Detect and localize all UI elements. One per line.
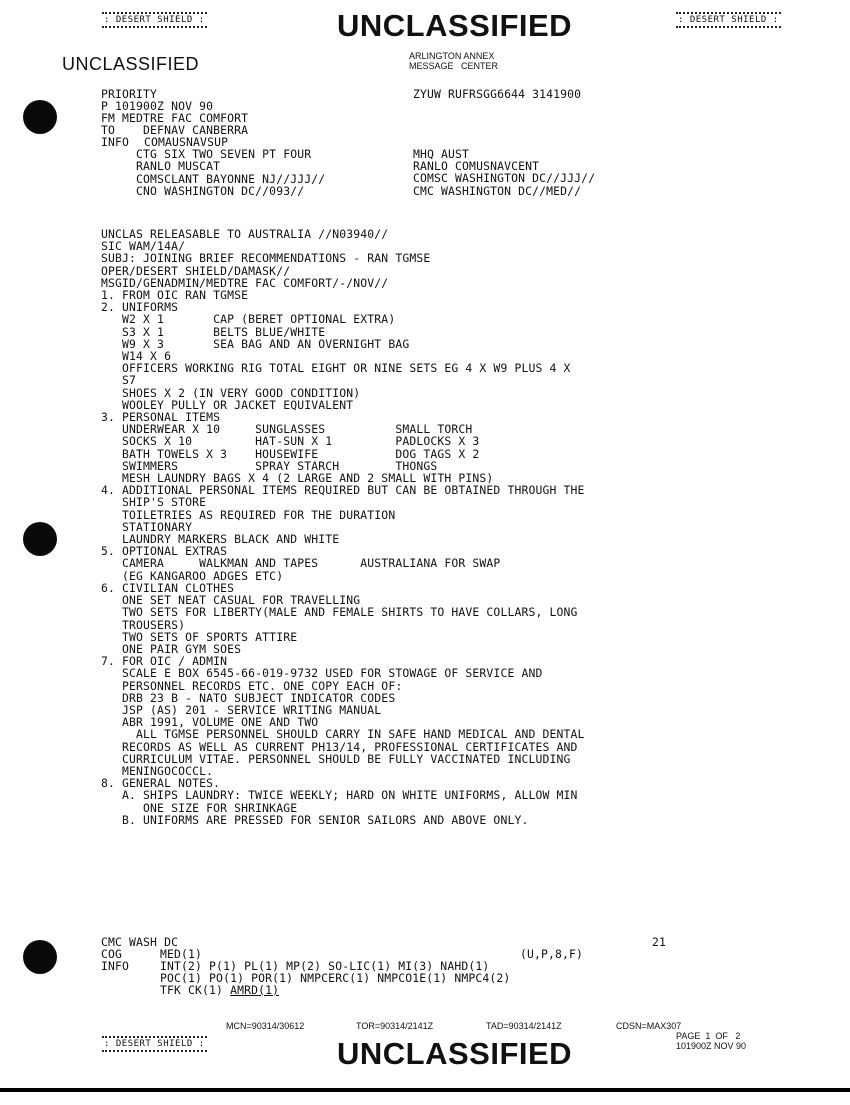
footer-page-dtg: 101900Z NOV 90: [676, 1041, 747, 1051]
body-line: 8. GENERAL NOTES.: [101, 776, 221, 791]
body-line: 6. CIVILIAN CLOTHES: [101, 580, 235, 595]
body-line: 5. OPTIONAL EXTRAS: [101, 544, 228, 559]
from-line: FM MEDTRE FAC COMFORT: [101, 111, 249, 125]
body-line: MESH LAUNDRY BAGS X 4 (2 LARGE AND 2 SMALL WITH PINS): [101, 471, 494, 486]
punch-hole-top: [23, 100, 57, 134]
footer-cdsn: CDSN=MAX307: [616, 1021, 682, 1031]
body-line: CURRICULUM VITAE. PERSONNEL SHOULD BE FULLY VACCINATED INCLUDING: [101, 751, 571, 766]
caveat-top-right: : DESERT SHIELD :: [676, 12, 781, 28]
body-line: BATH TOWELS X 3 HOUSEWIFE DOG TAGS X 2: [101, 446, 480, 461]
body-line: W9 X 3 SEA BAG AND AN OVERNIGHT BAG: [101, 336, 410, 351]
body-line: RECORDS AS WELL AS CURRENT PH13/14, PROFESSIONAL CERTIFICATES AND: [101, 739, 578, 754]
body-line: LAUNDRY MARKERS BLACK AND WHITE: [101, 532, 340, 547]
body-line: 1. FROM OIC RAN TGMSE: [101, 288, 249, 303]
footer-tad: TAD=90314/2141Z: [486, 1021, 562, 1031]
info-addressee: CNO WASHINGTON DC//093//: [101, 183, 305, 198]
classification-banner-top: UNCLASSIFIED: [337, 8, 573, 43]
body-line: TWO SETS OF SPORTS ATTIRE: [101, 629, 298, 644]
body-line: (EG KANGAROO ADGES ETC): [101, 568, 284, 583]
body-line: UNCLAS RELEASABLE TO AUSTRALIA //N03940//: [101, 227, 389, 241]
classification-banner-bottom: UNCLASSIFIED: [337, 1036, 573, 1071]
body-line: MENINGOCOCCL.: [101, 763, 214, 778]
body-line: W2 X 1 CAP (BERET OPTIONAL EXTRA): [101, 312, 396, 327]
body-line: 4. ADDITIONAL PERSONAL ITEMS REQUIRED BUT CAN BE OBTAINED THROUGH THE: [101, 483, 585, 498]
caveat-bottom-left: : DESERT SHIELD :: [102, 1036, 207, 1052]
info-addressee: CMC WASHINGTON DC//MED//: [413, 183, 582, 198]
info-addressee: COMSCLANT BAYONNE NJ//JJJ//: [101, 171, 326, 186]
body-line: ONE SIZE FOR SHRINKAGE: [101, 800, 298, 815]
body-line: SCALE E BOX 6545-66-019-9732 USED FOR STOWAGE OF SERVICE AND: [101, 666, 543, 681]
info-addressee: COMSC WASHINGTON DC//JJJ//: [413, 171, 596, 186]
body-line: SIC WAM/14A/: [101, 239, 186, 254]
office-line-2: MESSAGE CENTER: [409, 61, 499, 71]
routing-indicator: ZYUW RUFRSGG6644 3141900: [413, 87, 582, 101]
footer-page: PAGE 1 OF 2: [676, 1031, 741, 1041]
info-label: INFO: [101, 135, 130, 149]
office-line-1: ARLINGTON ANNEX: [409, 51, 495, 61]
body-line: 7. FOR OIC / ADMIN: [101, 654, 228, 669]
footer-tor: TOR=90314/2141Z: [356, 1021, 434, 1031]
body-line: SUBJ: JOINING BRIEF RECOMMENDATIONS - RAN TGMSE: [101, 251, 431, 266]
precedence: PRIORITY: [101, 87, 158, 101]
cog-value: MED(1): [160, 947, 203, 961]
footer-mcn: MCN=90314/30612: [226, 1021, 305, 1031]
distribution-info-line-1: INT(2) P(1) PL(1) MP(2) SO-LIC(1) MI(3) NAHD(1): [160, 959, 490, 973]
body-line: SOCKS X 10 HAT-SUN X 1 PADLOCKS X 3: [101, 434, 480, 449]
body-line: ABR 1991, VOLUME ONE AND TWO: [101, 715, 319, 730]
distribution-info-line-3b: AMRD(1): [230, 983, 280, 997]
body-line: STATIONARY: [101, 519, 193, 534]
body-line: W14 X 6: [101, 349, 172, 364]
body-line: CAMERA WALKMAN AND TAPES AUSTRALIANA FOR SWAP: [101, 556, 501, 571]
body-line: ALL TGMSE PERSONNEL SHOULD CARRY IN SAFE HAND MEDICAL AND DENTAL: [101, 727, 585, 742]
distribution-info-line-3a: TFK CK(1): [160, 983, 231, 997]
caveat-top-left: : DESERT SHIELD :: [102, 12, 207, 28]
body-line: ONE SET NEAT CASUAL FOR TRAVELLING: [101, 593, 361, 608]
body-line: SHOES X 2 (IN VERY GOOD CONDITION): [101, 385, 361, 400]
info-addressees-right: [413, 148, 595, 197]
body-line: JSP (AS) 201 - SERVICE WRITING MANUAL: [101, 702, 382, 717]
cog-label: COG: [101, 947, 123, 961]
punch-hole-middle: [23, 522, 57, 556]
body-line: TROUSERS): [101, 617, 186, 632]
body-line: OPER/DESERT SHIELD/DAMASK//: [101, 263, 291, 278]
body-line: 2. UNIFORMS: [101, 300, 179, 315]
info-addressee: COMAUSNAVSUP: [144, 135, 229, 149]
info-addressee: MHQ AUST: [413, 147, 470, 161]
body-line: UNDERWEAR X 10 SUNGLASSES SMALL TORCH: [101, 422, 473, 437]
message-body: [101, 228, 585, 826]
body-line: A. SHIPS LAUNDRY: TWICE WEEKLY; HARD ON WHITE UNIFORMS, ALLOW MIN: [101, 788, 578, 803]
bottom-border: [0, 1088, 850, 1092]
body-line: SWIMMERS SPRAY STARCH THONGS: [101, 458, 438, 473]
body-line: SHIP'S STORE: [101, 495, 207, 510]
copy-count: 21: [652, 935, 667, 949]
body-line: 3. PERSONAL ITEMS: [101, 410, 221, 425]
punch-hole-bottom: [23, 940, 57, 974]
body-line: DRB 23 B - NATO SUBJECT INDICATOR CODES: [101, 690, 396, 705]
to-line: TO DEFNAV CANBERRA: [101, 123, 249, 137]
info-addressee: RANLO COMUSNAVCENT: [413, 159, 540, 174]
body-line: B. UNIFORMS ARE PRESSED FOR SENIOR SAILORS AND ABOVE ONLY.: [101, 812, 529, 827]
body-line: S3 X 1 BELTS BLUE/WHITE: [101, 324, 326, 339]
body-line: TOILETRIES AS REQUIRED FOR THE DURATION: [101, 507, 396, 522]
info-addressee: CTG SIX TWO SEVEN PT FOUR: [101, 147, 312, 162]
origin-office: CMC WASH DC: [101, 935, 179, 949]
date-time-group: P 101900Z NOV 90: [101, 99, 214, 113]
body-line: WOOLEY PULLY OR JACKET EQUIVALENT: [101, 397, 354, 412]
classification-left: UNCLASSIFIED: [62, 54, 200, 74]
body-line: PERSONNEL RECORDS ETC. ONE COPY EACH OF:: [101, 678, 403, 693]
body-line: OFFICERS WORKING RIG TOTAL EIGHT OR NINE SETS EG 4 X W9 PLUS 4 X: [101, 361, 571, 376]
body-line: MSGID/GENADMIN/MEDTRE FAC COMFORT/-/NOV//: [101, 275, 389, 290]
handling-codes: (U,P,8,F): [520, 947, 584, 961]
body-line: TWO SETS FOR LIBERTY(MALE AND FEMALE SHIRTS TO HAVE COLLARS, LONG: [101, 605, 578, 620]
distribution-info-label: INFO: [101, 959, 130, 973]
info-addressee: RANLO MUSCAT: [101, 159, 221, 174]
body-line: ONE PAIR GYM SOES: [101, 641, 242, 656]
distribution-info-line-2: POC(1) PO(1) POR(1) NMPCERC(1) NMPCO1E(1) NMPC4(2): [160, 971, 511, 985]
body-line: S7: [101, 373, 137, 388]
distribution-info-line-3: [160, 984, 279, 996]
